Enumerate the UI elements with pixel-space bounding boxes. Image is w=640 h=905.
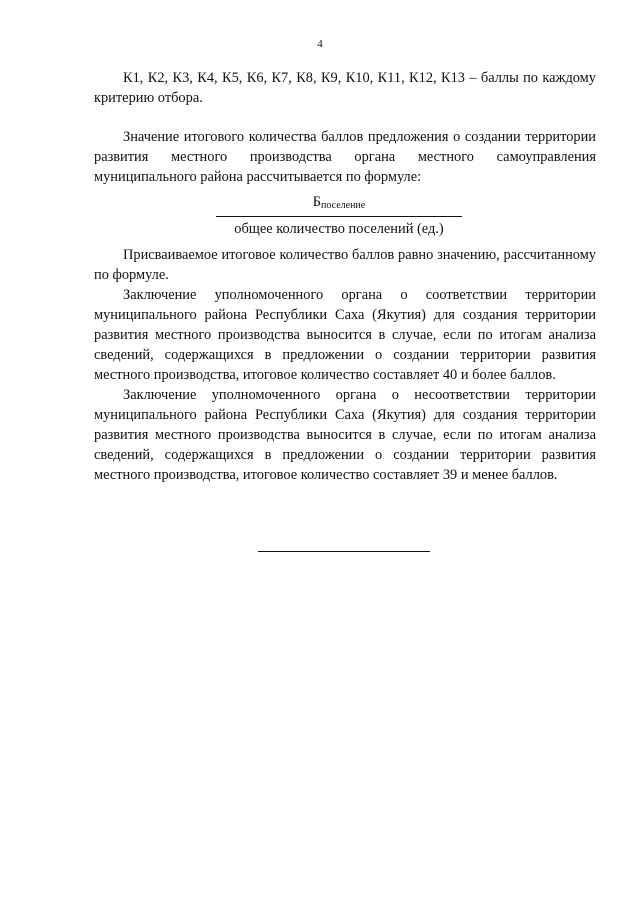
score-formula <box>216 192 462 239</box>
numerator-subscript: поселение <box>321 200 366 211</box>
formula-denominator: общее количество поселений (ед.) <box>234 221 444 237</box>
non-compliance-paragraph: Заключение уполномоченного органа о несоответствии территории муниципального района Республики Саха (Якутия) для создания территории развития местного производства выносится в случае, если по итогам анализа сведений, содержащихся в предложении о создании территории развития местного производства, итоговое количество составляет 39 и менее баллов. <box>94 387 596 483</box>
assigned-score-paragraph: Присваиваемое итоговое количество баллов равно значению, рассчитанному по формуле. <box>94 247 596 283</box>
compliance-paragraph: Заключение уполномоченного органа о соответствии территории муниципального района Республики Саха (Якутия) для создания территории развития местного производства выносится в случае, если по итогам анализа сведений, содержащихся в предложении о создании территории развития местного производства, итоговое количество составляет 40 и более баллов. <box>94 287 596 383</box>
total-value-paragraph: Значение итогового количества баллов предложения о создании территории развития местного производства органа местного самоуправления муниципального района рассчитывается по формуле: <box>94 129 596 185</box>
document-body <box>94 68 596 485</box>
formula-numerator <box>216 192 462 217</box>
numerator-symbol: Б <box>312 194 322 210</box>
closing-rule <box>258 551 430 552</box>
page-number: 4 <box>317 38 323 50</box>
criteria-paragraph: К1, К2, К3, К4, К5, К6, К7, К8, К9, К10, К11, К12, К13 – баллы по каждому критерию отбора. <box>94 70 596 106</box>
